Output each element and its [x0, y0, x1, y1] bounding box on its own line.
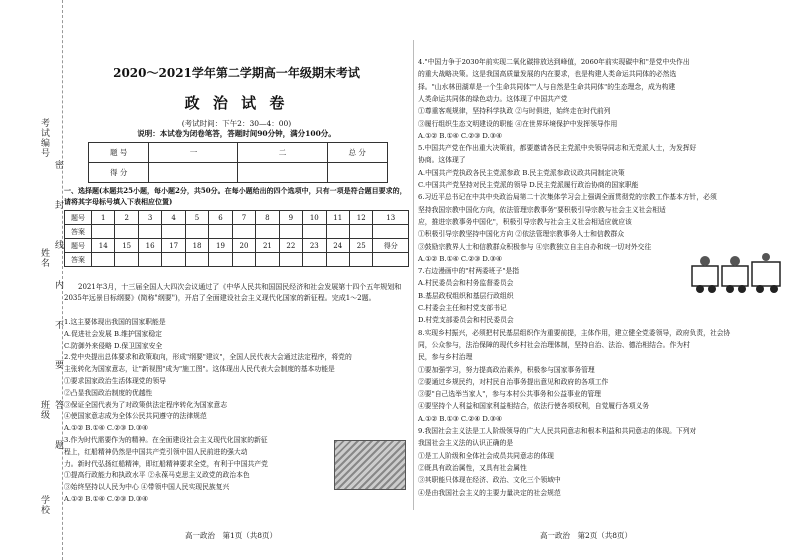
question-number-cell: 19	[209, 239, 232, 253]
question-line: 程上，红船精神仍然是中国共产党引领中国人民前进的强大动	[64, 447, 248, 456]
question-line: ③要"自己选举当家人"，参与本村公共事务和公益事业的管理	[418, 390, 601, 399]
seal-char: 密	[53, 160, 63, 170]
question-number-cell: 21	[256, 239, 279, 253]
answer-cell[interactable]	[349, 225, 372, 239]
question-number-cell: 5	[185, 211, 208, 225]
question-line: C.村委会主任和村党支部书记	[418, 304, 507, 312]
question-line: A.①② B.①④ C.②③ D.③④	[418, 131, 502, 140]
question-number-cell: 4	[162, 211, 185, 225]
answer-row-label: 答案	[65, 225, 92, 239]
question-line: 5.中国共产党在作出重大决策前，都要邀请各民主党派中央领导同志和无党派人士，为发挥好	[418, 144, 697, 153]
answer-cell[interactable]	[138, 253, 161, 267]
question-line: A.中国共产党执政各民主党派参政 B.民主党派参政议政共同制定决策	[418, 168, 625, 177]
question-line: 主张转化为国家意志，让"新视图"成为"施工图"。这体现出人民代表大会制度的基本功能是	[64, 365, 335, 374]
answer-number-row	[65, 239, 409, 253]
question-line: 6.习近平总书记在中共中央政治局第二十次集体学习会上强调全面贯彻党的宗教工作基本方针，必须	[418, 193, 717, 202]
question-line: 2.党中央提出总体要求和政策取向，形成"纲要"建议"，全国人民代表大会通过法定程序，将党的	[64, 353, 352, 362]
question-line: 协商。这体现了	[418, 156, 466, 165]
question-number-cell: 16	[138, 239, 161, 253]
question-line: ④使国家意志成为全体公民共同遵守的法律规范	[64, 412, 207, 421]
answer-cell[interactable]	[209, 253, 232, 267]
question-line: 7.右边漫画中的"村两委班子"是指	[418, 267, 520, 276]
question-line: 同，公众参与，法治保障的现代乡村社会治理体制，坚持自治、法治、德治相结合。作为村	[418, 340, 690, 349]
answer-cell[interactable]	[92, 225, 115, 239]
answer-row-label: 答案	[65, 253, 92, 267]
answer-cell[interactable]	[256, 225, 279, 239]
school-label: 学校	[39, 495, 49, 515]
question-number-cell: 15	[115, 239, 138, 253]
question-line: A.①② B.①④ C.②③ D.③④	[418, 254, 502, 263]
question-line: ③始终坚持以人民为中心 ④带领中国人民实现民族复兴	[64, 483, 230, 492]
question-number-cell: 1	[92, 211, 115, 225]
question-line: 力。新时代弘扬红船精神，即红船精神要求全党，有利于中国共产党	[64, 459, 268, 468]
section1-intro: 一、选择题(本题共25小题，每小题2分，共50分。在每小题给出的四个选项中，只有一项是符合题目要求的，请将其字母标号填入下表相应位置)	[64, 186, 407, 206]
question-line: 应，推进宗教事务中国化"，积极引导宗教与社会主义社会相适应就应该	[418, 217, 632, 226]
question-number-cell: 23	[303, 239, 326, 253]
exam-time: (考试时间：下午2：30—4：00)	[181, 119, 292, 128]
score-header: 一	[149, 143, 238, 163]
question-line: ②凸显我国政治制度的优越性	[64, 388, 153, 397]
answer-cell[interactable]	[92, 253, 115, 267]
answer-cell[interactable]	[256, 253, 279, 267]
question-line: 的重大战略决策。这是我国高质量发展的内在要求，也是构建人类命运共同体的必然选	[418, 70, 677, 79]
answer-cell[interactable]	[279, 253, 302, 267]
page-divider	[413, 40, 414, 510]
seal-char: 内	[53, 280, 63, 290]
question-line: ②要通过乡规民约，对村民自治事务提出意见和政府的各项工作	[418, 377, 609, 386]
answer-number-row	[65, 211, 409, 225]
question-line: 民，参与乡村治理	[418, 353, 473, 362]
answer-cell[interactable]	[303, 225, 326, 239]
page-2	[418, 0, 788, 560]
question-line: 8.实现乡村振兴，必须把村民基层组织作为重要前提，主体作用，建立健全党委领导，政府负责，社会协	[418, 328, 731, 337]
question-number-cell: 24	[326, 239, 349, 253]
question-number-cell: 6	[209, 211, 232, 225]
question-line: D.村党支部委员会和村民委员会	[418, 316, 514, 325]
question-number-cell: 25	[349, 239, 372, 253]
answer-cell[interactable]	[138, 225, 161, 239]
answer-cell[interactable]	[209, 225, 232, 239]
question-number-cell: 12	[349, 211, 372, 225]
question-line: 4."中国力争于2030年前实现二氧化碳排放达到峰值，2060年前实现碳中和"是党中央作出	[418, 58, 690, 66]
question-line: 9.我国社会主义法是工人阶级领导的广大人民共同意志和根本利益和共同意志的体现。下列对	[418, 427, 697, 435]
seal-char: 线	[53, 240, 63, 250]
question-line: A.村民委员会和村务监督委员会	[418, 279, 514, 288]
answer-table	[64, 210, 409, 267]
subject-title: 政 治 试 卷	[184, 94, 289, 112]
question-number-cell: 2	[115, 211, 138, 225]
red-boat-image	[334, 440, 406, 490]
answer-cell[interactable]	[115, 253, 138, 267]
question-number-cell: 11	[326, 211, 349, 225]
seal-char: 不	[53, 320, 63, 330]
exam-title: 2020～2021学年第二学期高一年级期末考试	[113, 66, 360, 80]
footer-page-1: 高一政治 第1页（共8页）	[185, 531, 278, 540]
answer-cell[interactable]	[185, 225, 208, 239]
score-header: 总 分	[327, 143, 388, 163]
question-line: ③其职能只体现在经济、政治、文化三个领域中	[418, 476, 561, 485]
question-line: 择。"山水林田湖草是一个生命共同体""人与自然是生命共同体"的生态理念，成为构建	[418, 82, 676, 91]
seal-char: 答	[53, 400, 63, 410]
score-cell[interactable]	[327, 163, 388, 183]
answer-cell[interactable]	[279, 225, 302, 239]
answer-cell[interactable]	[303, 253, 326, 267]
answer-cell[interactable]	[162, 253, 185, 267]
answer-cell[interactable]	[373, 253, 409, 267]
question-number-cell: 13	[373, 211, 409, 225]
question-number-cell: 9	[279, 211, 302, 225]
answer-cell[interactable]	[115, 225, 138, 239]
answer-cell[interactable]	[373, 225, 409, 239]
question-line: ③履行组织生态文明建设的职能 ④在世界环境保护中发挥领导作用	[418, 119, 618, 128]
question-line: B.基层政权组织和基层行政组织	[418, 291, 514, 300]
class-label: 班级	[39, 400, 49, 420]
village-committee-cartoon	[690, 252, 784, 296]
question-line: ②既具有政治属性，又具有社会属性	[418, 463, 527, 472]
score-cell[interactable]	[238, 163, 327, 183]
score-header: 题 号	[89, 143, 149, 163]
question-number-cell: 14	[92, 239, 115, 253]
question-line: ③鼓励宗教界人士和信教群众积极参与 ④宗教独立自主自办和统一切对外交往	[418, 242, 652, 251]
question-number-cell: 7	[232, 211, 255, 225]
question-line: 1.这主要体现出我国的国家职能是	[64, 318, 166, 326]
question-line: ③保证全国代表为了对政策供法定程序转化为国家意志	[64, 400, 228, 409]
answer-cell[interactable]	[162, 225, 185, 239]
question-line: A.①② B.①④ C.②③ D.③④	[64, 495, 148, 503]
seal-char: 题	[53, 440, 63, 450]
question-number-cell: 20	[232, 239, 255, 253]
seal-char: 封	[53, 200, 63, 210]
cartoon-train-icon	[690, 252, 784, 296]
question-line: A.促进社会发展 B.维护国家稳定	[64, 329, 162, 338]
score-row-label: 得 分	[89, 163, 149, 183]
question-line: ①提高行政能力和执政水平 ②永葆马克思主义政党的政治本色	[64, 471, 250, 480]
question-number-cell: 10	[303, 211, 326, 225]
answer-cell[interactable]	[349, 253, 372, 267]
question-line: 我国社会主义法的认识正确的是	[418, 439, 514, 448]
question-number-cell: 3	[138, 211, 161, 225]
question-number-cell: 8	[256, 211, 279, 225]
answer-input-row	[65, 253, 409, 267]
exam-note: 说明：本试卷为闭卷笔答，答题时间90分钟，满分100分。	[137, 129, 336, 138]
answer-row-label: 题号	[65, 239, 92, 253]
question-line: C.防御外来侵略 D.保卫国家安全	[64, 341, 163, 350]
question-number-cell: 得分	[373, 239, 409, 253]
answer-cell[interactable]	[326, 253, 349, 267]
question-line: A.①② B.①③ C.②④ D.③④	[418, 414, 502, 423]
answer-cell[interactable]	[326, 225, 349, 239]
answer-input-row	[65, 225, 409, 239]
answer-row-label: 题号	[65, 211, 92, 225]
score-table	[88, 142, 388, 183]
question-number-cell: 22	[279, 239, 302, 253]
question-line: ①是工人阶级和全体社会成员共同意志的体现	[418, 451, 554, 460]
seal-char: 要	[53, 360, 63, 370]
answer-cell[interactable]	[185, 253, 208, 267]
question-line: ①要求国家政治生活体现党的领导	[64, 377, 166, 385]
question-line: ①尊重客观规律，坚持科学执政 ②与时俱进，始终走在时代前列	[418, 107, 611, 116]
score-header: 二	[238, 143, 327, 163]
question-line: ①积极引导宗教坚持中国化方向 ②依法管理宗教事务人士和信教群众	[418, 230, 625, 239]
question-line: ④要坚持个人利益和国家利益相结合，依法行使各项权利，自觉履行各项义务	[418, 402, 650, 411]
question-line: ①要加强学习，努力提高政治素养，积极参与国家事务管理	[418, 365, 595, 374]
footer-page-2: 高一政治 第2页（共8页）	[540, 531, 633, 540]
page-1	[64, 0, 409, 560]
material-intro: 2021年3月，十三届全国人大四次会议通过了《中华人民共和国国民经济和社会发展第十四个五年规划和2035年远景目标纲要》(简称"纲要")，开启了全面建设社会主义现代化国家的新征程。完成1～2题。	[64, 283, 402, 302]
exam-number-label: 考试编号	[39, 118, 49, 158]
question-line: ④是由我国社会主义的主要力量决定的社会规范	[418, 488, 561, 497]
question-line: A.①② B.①④ C.②③ D.③④	[64, 424, 148, 433]
question-line: 3.作为时代需要作为的精神。在全面建设社会主义现代化国家的新征	[64, 436, 268, 444]
answer-cell[interactable]	[232, 253, 255, 267]
question-line: 人类命运共同体的绿色动力。这体现了中国共产党	[418, 94, 568, 103]
question-number-cell: 18	[185, 239, 208, 253]
name-label: 姓名	[39, 248, 49, 268]
question-line: C.中国共产党坚持对民主党派的领导 D.民主党派履行政治协商的国家职能	[418, 181, 639, 189]
question-number-cell: 17	[162, 239, 185, 253]
binding-margin	[0, 0, 63, 560]
score-cell[interactable]	[149, 163, 238, 183]
question-line: 坚持我国宗教中国化方向，依法管理宗教事务"要积极引导宗教与社会主义社会相适	[418, 205, 666, 214]
answer-cell[interactable]	[232, 225, 255, 239]
